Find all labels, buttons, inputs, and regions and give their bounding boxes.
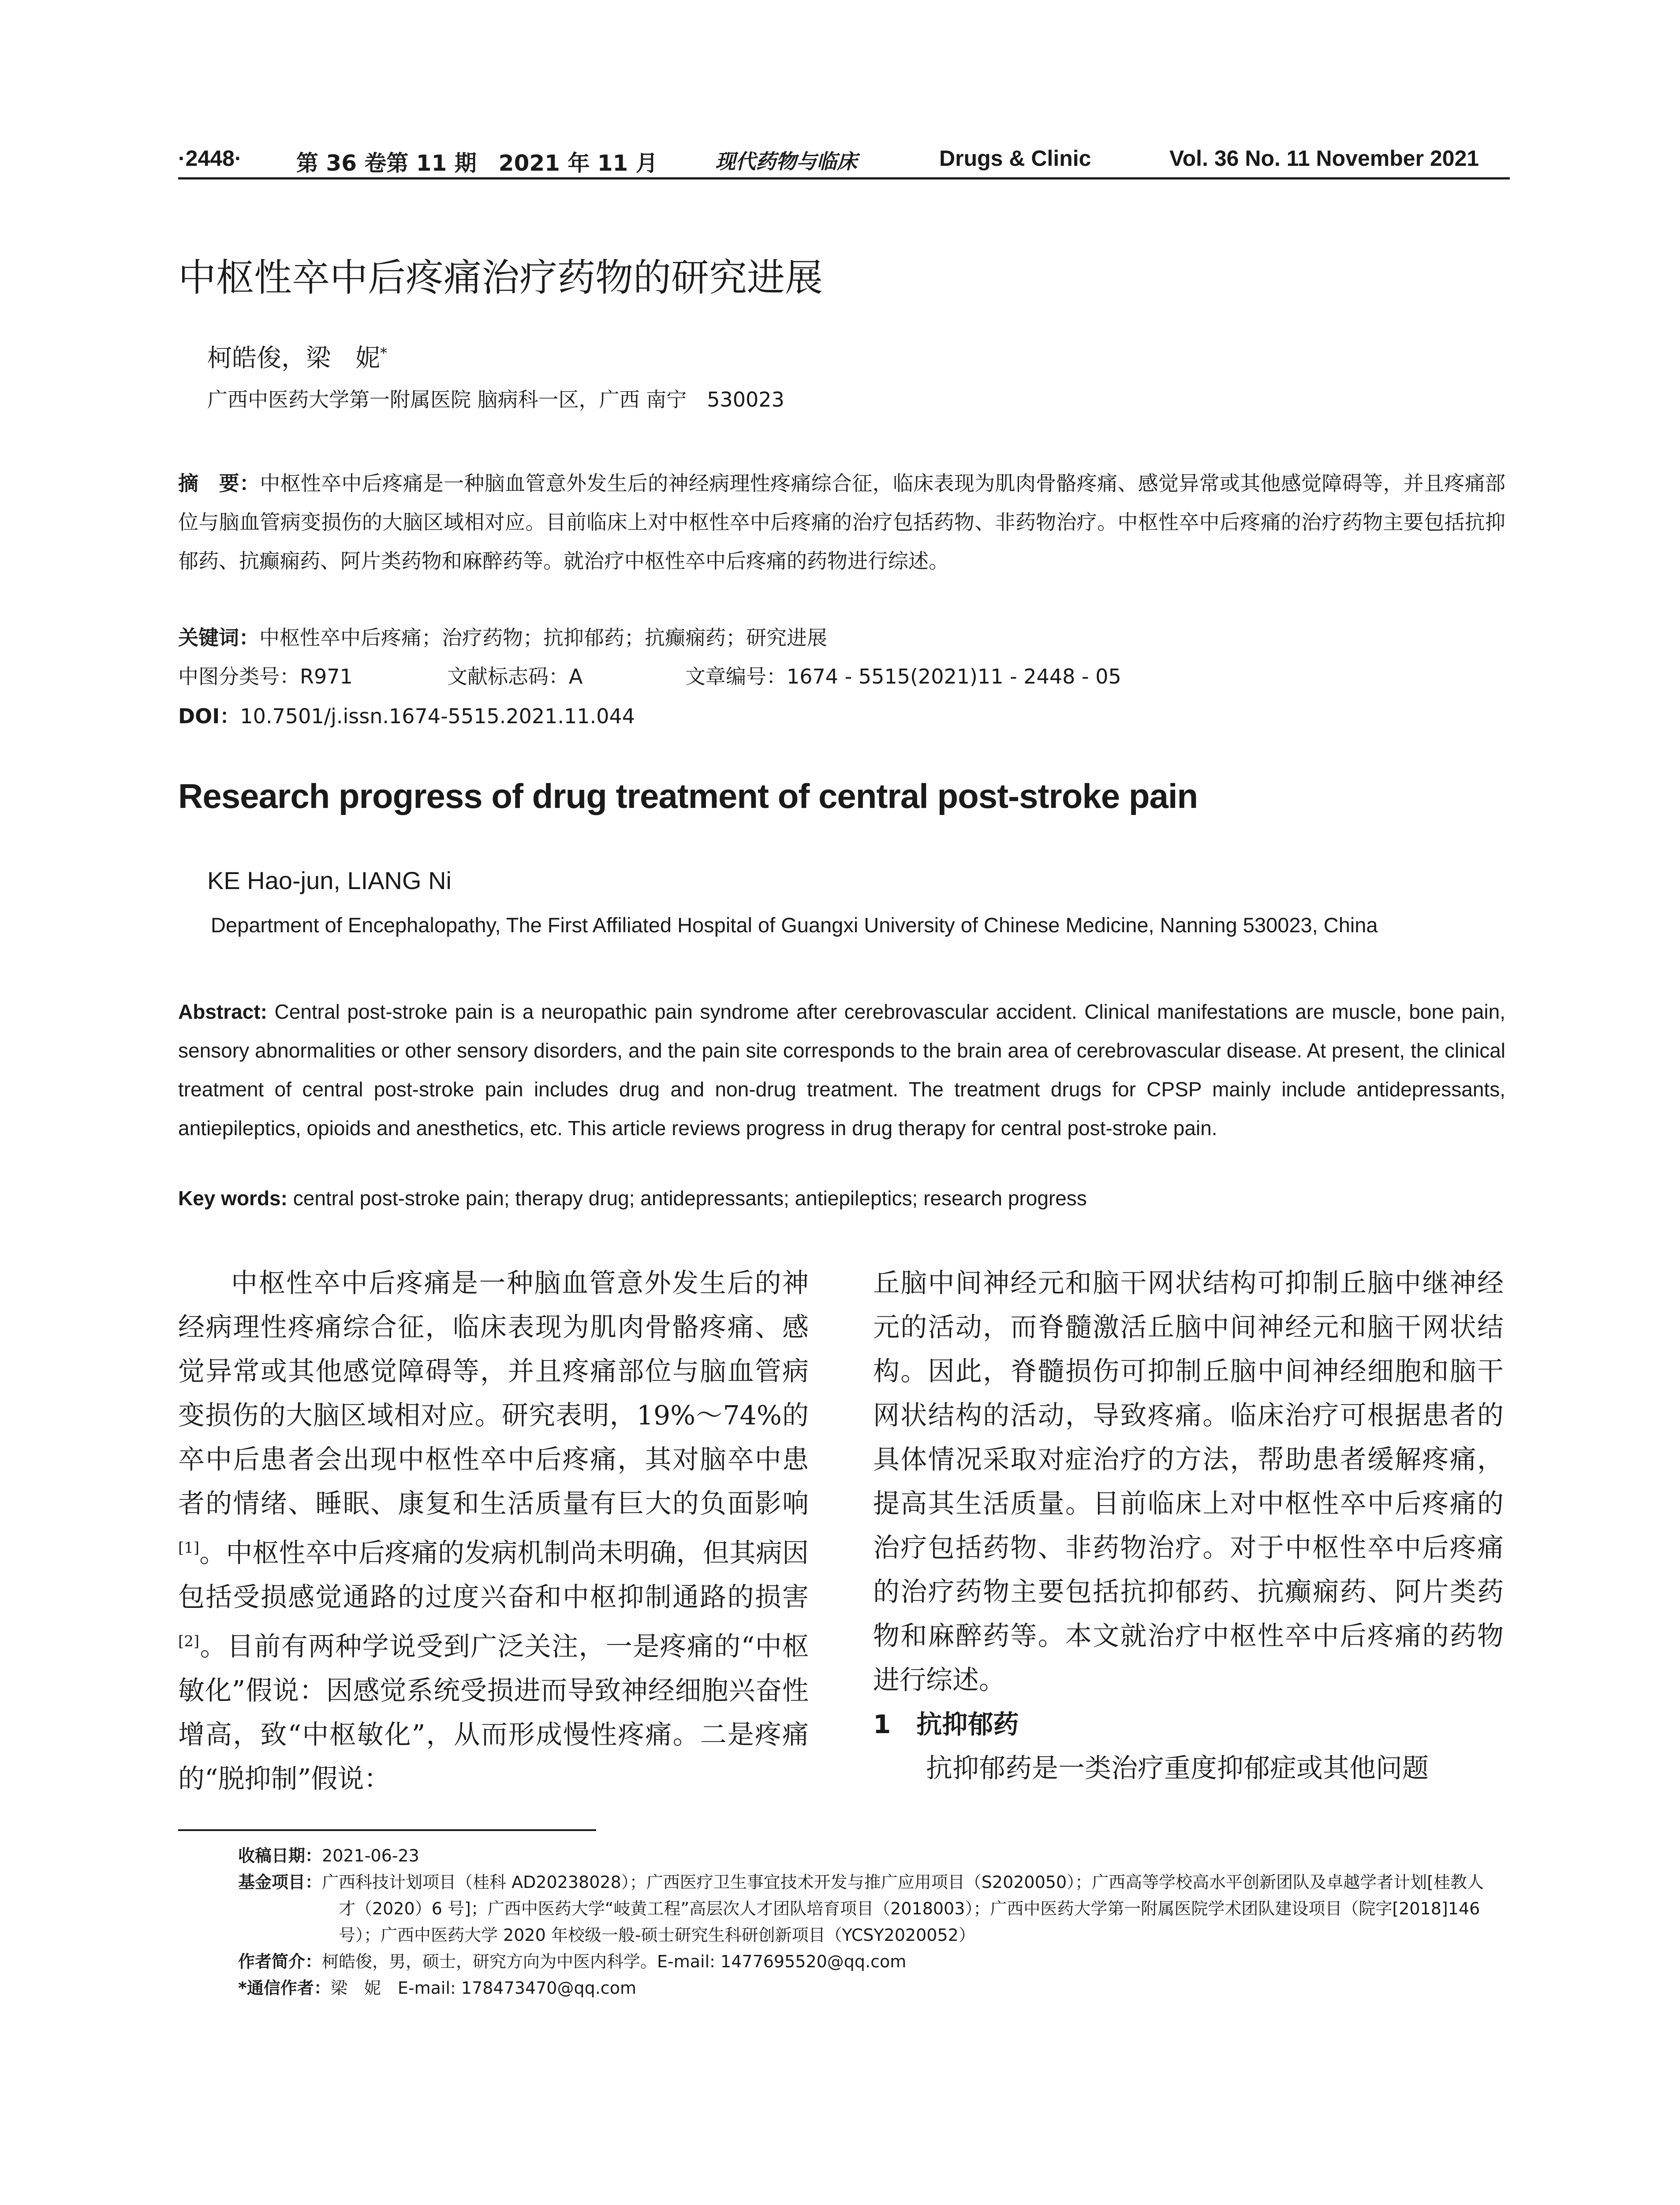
doi bbox=[178, 700, 635, 729]
abstract-en-text: Central post-stroke pain is a neuropathic pain syndrome after cerebrovascular accident. Clinical manifestations are muscle, bone pain, sensory abnormalities or other sensory disorders, and the pain site corresponds to the brain area of cerebrovascular disease. At present, the clinical treatment of central post-stroke pain includes drug and non-drug treatment. The treatment drugs for CPSP mainly include antidepressants, antiepileptics, opioids and anesthetics, etc. This article reviews progress in drug therapy for central post-stroke pain. bbox=[178, 1000, 1505, 1140]
intro-text-1: 中枢性卒中后疼痛是一种脑血管意外发生后的神经病理性疼痛综合征，临床表现为肌肉骨骼疼痛、感觉异常或其他感觉障碍等，并且疼痛部位与脑血管病变损伤的大脑区域相对应。研究表明，19%～74%的卒中后患者会出现中枢性卒中后疼痛，其对脑卒中患者的情绪、睡眠、康复和生活质量有巨大的负面影响 bbox=[178, 1268, 809, 1519]
doi-value: 10.7501/j.issn.1674-5515.2021.11.044 bbox=[240, 704, 635, 728]
authors-en: KE Hao-jun, LIANG Ni bbox=[207, 867, 452, 894]
author-value: 柯皓俊，男，硕士，研究方向为中医内科学。E-mail: 1477695520@qq.com bbox=[322, 1952, 907, 1971]
affiliation-en: Department of Encephalopathy, The First Affiliated Hospital of Guangxi University of Chinese Medicine, Nanning 530023, China bbox=[211, 913, 1378, 937]
footnote-divider bbox=[178, 1829, 596, 1831]
keywords-cn bbox=[178, 622, 827, 651]
section-1-paragraph: 抗抑郁药是一类治疗重度抑郁症或其他问题 bbox=[926, 1753, 1429, 1784]
issue-info-cn: 第 36 卷第 11 期 2021 年 11 月 bbox=[296, 150, 658, 176]
footnotes bbox=[238, 1842, 1499, 2001]
article-number: 文章编号：1674 - 5515(2021)11 - 2448 - 05 bbox=[685, 665, 1121, 688]
received-date bbox=[238, 1842, 1499, 1869]
intro-text-2: 。中枢性卒中后疼痛的发病机制尚未明确，但其病因包括受损感觉通路的过度兴奋和中枢抑制通路的损害 bbox=[178, 1538, 809, 1613]
issue-info-en: Vol. 36 No. 11 November 2021 bbox=[1169, 146, 1479, 171]
authors-cn-names: 柯皓俊，梁 妮 bbox=[207, 344, 380, 373]
affiliation-cn: 广西中医药大学第一附属医院 脑病科一区，广西 南宁 530023 bbox=[207, 388, 784, 411]
author-label: 作者简介： bbox=[238, 1952, 322, 1971]
article-title-cn: 中枢性卒中后疼痛治疗药物的研究进展 bbox=[178, 256, 823, 300]
section-1-heading: 1 抗抑郁药 bbox=[873, 1709, 1019, 1739]
abstract-cn-label: 摘 要： bbox=[178, 471, 260, 495]
fund-label: 基金项目： bbox=[238, 1872, 322, 1892]
page-number: ·2448· bbox=[178, 146, 242, 171]
journal-name-cn: 现代药物与临床 bbox=[715, 149, 857, 173]
abstract-cn bbox=[178, 464, 1505, 580]
keywords-cn-text: 中枢性卒中后疼痛；治疗药物；抗抑郁药；抗癫痫药；研究进展 bbox=[259, 626, 827, 650]
intro-paragraph bbox=[178, 1261, 809, 1801]
running-header bbox=[178, 140, 1510, 179]
fund-value: 广西科技计划项目（桂科 AD20238028）；广西医疗卫生事宜技术开发与推广应用项目（S2020050）；广西高等学校高水平创新团队及卓越学者计划[桂教人才（2020）6 号]；广西中医药大学“岐黄工程”高层次人才团队培育项目（2018003）；广西中医药大学第一附属医院学术团队建设项目（院字[2018]146 号）；广西中医药大学 2020 年校级一般-硕士研究生科研创新项目（YCSY2020052） bbox=[322, 1872, 1484, 1945]
keywords-en-label: Key words: bbox=[178, 1187, 287, 1210]
reference-2[interactable]: [2] bbox=[178, 1633, 200, 1650]
body-column-right bbox=[873, 1261, 1504, 1790]
journal-name-en: Drugs & Clinic bbox=[939, 146, 1091, 171]
abstract-en bbox=[178, 992, 1505, 1147]
corresponding-mark: * bbox=[380, 344, 387, 362]
intro-text-3: 。目前有两种学说受到广泛关注，一是疼痛的“中枢敏化”假说：因感觉系统受损进而导致神经细胞兴奋性增高，致“中枢敏化”，从而形成慢性疼痛。二是疼痛的“脱抑制”假说： bbox=[178, 1631, 809, 1794]
received-label: 收稿日期： bbox=[238, 1846, 322, 1865]
body-column-left bbox=[178, 1261, 809, 1801]
received-value: 2021-06-23 bbox=[322, 1846, 419, 1865]
corresponding-author bbox=[238, 1975, 1499, 2001]
doi-label: DOI： bbox=[178, 704, 240, 728]
intro-continued: 丘脑中间神经元和脑干网状结构可抑制丘脑中继神经元的活动，而脊髓激活丘脑中间神经元和脑干网状结构。因此，脊髓损伤可抑制丘脑中间神经细胞和脑干网状结构的活动，导致疼痛。临床治疗可根据患者的具体情况采取对症治疗的方法，帮助患者缓解疼痛，提高其生活质量。目前临床上对中枢性卒中后疼痛的治疗包括药物、非药物治疗。对于中枢性卒中后疼痛的治疗药物主要包括抗抑郁药、抗癫痫药、阿片类药物和麻醉药等。本文就治疗中枢性卒中后疼痛的药物进行综述。 bbox=[873, 1268, 1504, 1696]
clc-number: 中图分类号：R971 bbox=[178, 665, 353, 688]
keywords-en-text: central post-stroke pain; therapy drug; antidepressants; antiepileptics; research progress bbox=[293, 1187, 1087, 1210]
abstract-en-label: Abstract: bbox=[178, 1000, 267, 1023]
reference-1[interactable]: [1] bbox=[178, 1539, 200, 1557]
corresponding-value: 梁 妮 E-mail: 178473470@qq.com bbox=[330, 1978, 636, 1998]
abstract-cn-text: 中枢性卒中后疼痛是一种脑血管意外发生后的神经病理性疼痛综合征，临床表现为肌肉骨骼疼痛、感觉异常或其他感觉障碍等，并且疼痛部位与脑血管病变损伤的大脑区域相对应。目前临床上对中枢性卒中后疼痛的治疗包括药物、非药物治疗。中枢性卒中后疼痛的治疗药物主要包括抗抑郁药、抗癫痫药、阿片类药物和麻醉药等。就治疗中枢性卒中后疼痛的药物进行综述。 bbox=[178, 471, 1505, 573]
authors-cn bbox=[207, 339, 387, 374]
keywords-cn-label: 关键词： bbox=[178, 626, 259, 650]
document-code: 文献标志码：A bbox=[447, 665, 583, 688]
corresponding-label: *通信作者： bbox=[238, 1978, 331, 1998]
classification-row bbox=[178, 661, 1121, 690]
keywords-en bbox=[178, 1186, 1087, 1210]
article-title-en: Research progress of drug treatment of central post-stroke pain bbox=[178, 777, 1198, 815]
fund-projects bbox=[238, 1869, 1499, 1948]
author-bio bbox=[238, 1948, 1499, 1975]
